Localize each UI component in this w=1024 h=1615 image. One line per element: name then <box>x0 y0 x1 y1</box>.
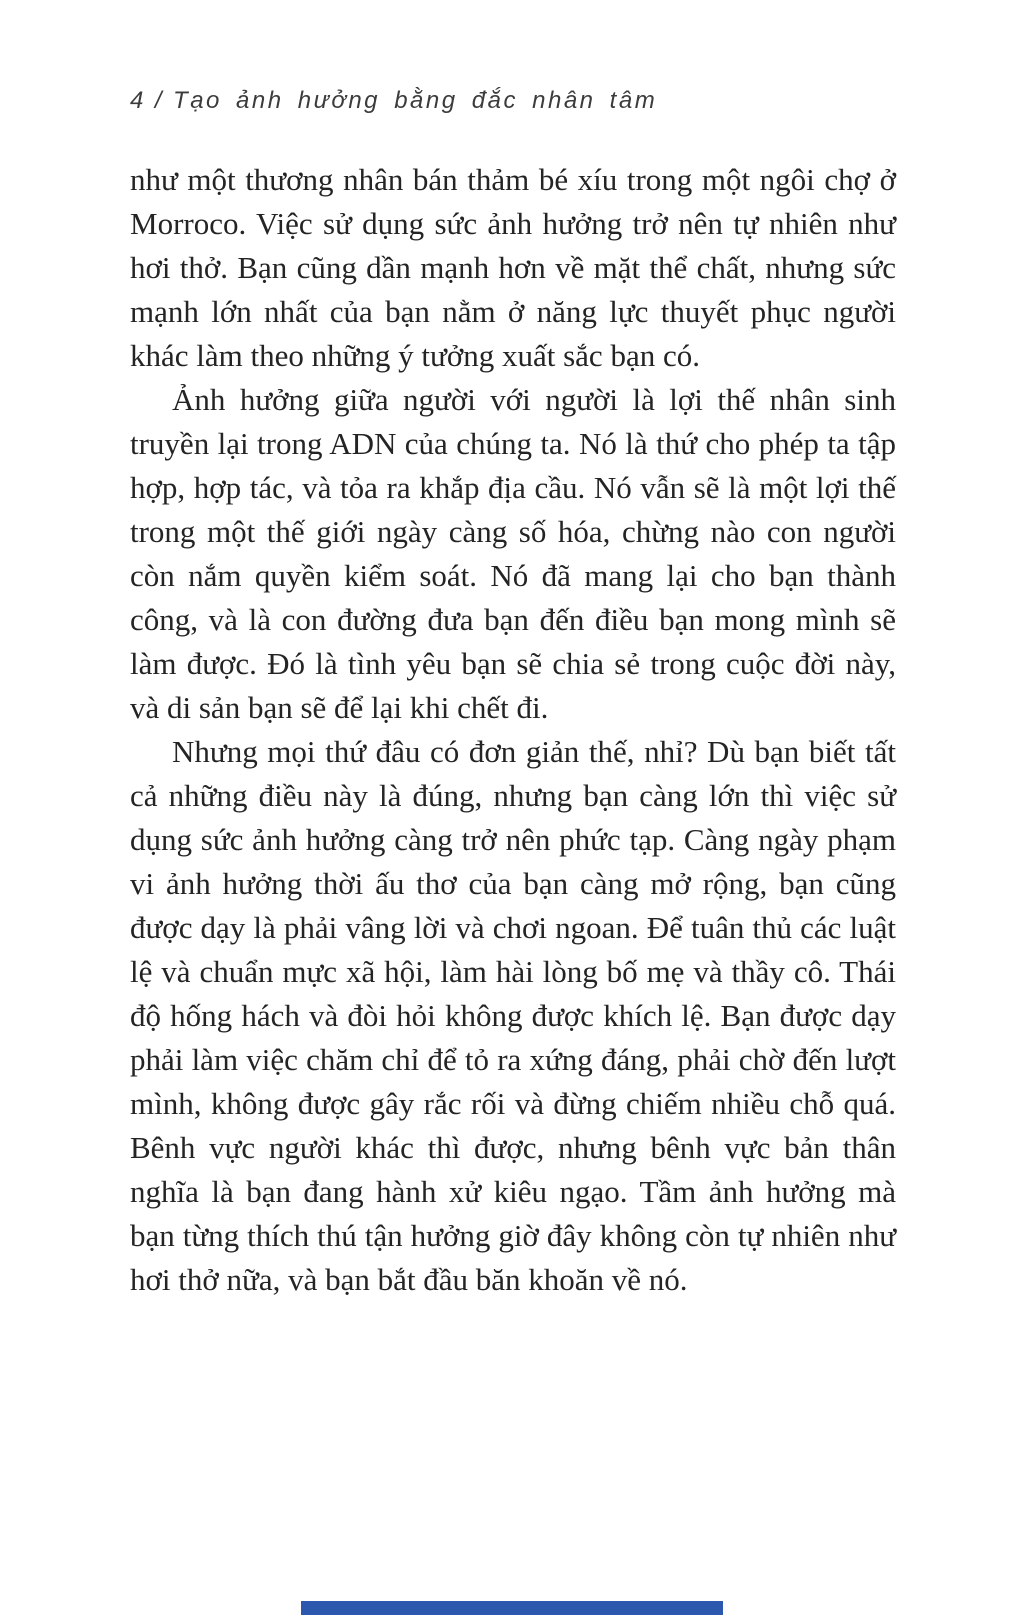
paragraph: như một thương nhân bán thảm bé xíu trong một ngôi chợ ở Morroco. Việc sử dụng sức ảnh hưởng trở nên tự nhiên như hơi thở. Bạn cũng dần mạnh hơn về mặt thể chất, nhưng sức mạnh lớn nhất của bạn nằm ở năng lực thuyết phục người khác làm theo những ý tưởng xuất sắc bạn có. <box>130 162 896 373</box>
book-title: Tạo ảnh hưởng bằng đắc nhân tâm <box>173 87 658 114</box>
paragraph: Ảnh hưởng giữa người với người là lợi thế nhân sinh truyền lại trong ADN của chúng ta. Nó là thứ cho phép ta tập hợp, hợp tác, và tỏa ra khắp địa cầu. Nó vẫn sẽ là một lợi thế trong một thế giới ngày càng số hóa, chừng nào con người còn nắm quyền kiểm soát. Nó đã mang lại cho bạn thành công, và là con đường đưa bạn đến điều bạn mong mình sẽ làm được. Đó là tình yêu bạn sẽ chia sẻ trong cuộc đời này, và di sản bạn sẽ để lại khi chết đi. <box>130 382 896 725</box>
header-separator: / <box>154 87 165 114</box>
page-body <box>130 158 896 1302</box>
page-number: 4 <box>130 87 146 114</box>
paragraph: Nhưng mọi thứ đâu có đơn giản thế, nhỉ? Dù bạn biết tất cả những điều này là đúng, nhưng bạn càng lớn thì việc sử dụng sức ảnh hưởng càng trở nên phức tạp. Càng ngày phạm vi ảnh hưởng thời ấu thơ của bạn càng mở rộng, bạn cũng được dạy là phải vâng lời và chơi ngoan. Để tuân thủ các luật lệ và chuẩn mực xã hội, làm hài lòng bố mẹ và thầy cô. Thái độ hống hách và đòi hỏi không được khích lệ. Bạn được dạy phải làm việc chăm chỉ để tỏ ra xứng đáng, phải chờ đến lượt mình, không được gây rắc rối và đừng chiếm nhiều chỗ quá. Bênh vực người khác thì được, nhưng bênh vực bản thân nghĩa là bạn đang hành xử kiêu ngạo. Tầm ảnh hưởng mà bạn từng thích thú tận hưởng giờ đây không còn tự nhiên như hơi thở nữa, và bạn bắt đầu băn khoăn về nó. <box>130 734 896 1297</box>
reader-progress-indicator <box>301 1601 723 1615</box>
running-header <box>130 86 896 116</box>
